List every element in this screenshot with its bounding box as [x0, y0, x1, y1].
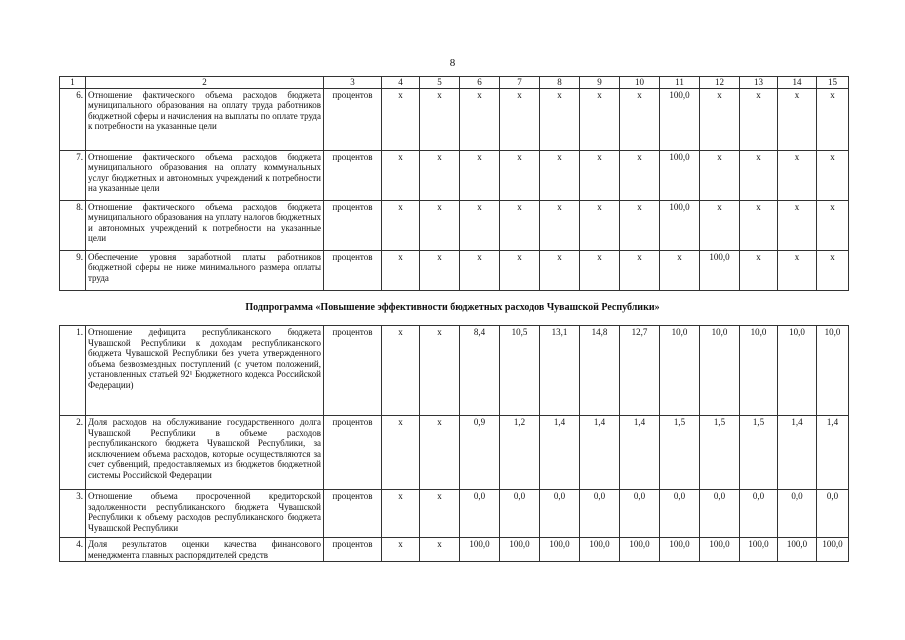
value-cell: x — [620, 88, 660, 150]
indicator-name: Отношение объема просроченной кредиторской задолженности республиканского бюджета Чувашской Республики к объему расходов республиканского бюджета Чувашской Республики — [86, 490, 324, 538]
value-cell: x — [460, 200, 500, 250]
value-cell: 100,0 — [500, 538, 540, 562]
value-cell: 100,0 — [660, 538, 700, 562]
value-cell: 0,0 — [500, 490, 540, 538]
value-cell: 1,4 — [580, 416, 620, 490]
indicator-name: Отношение дефицита республиканского бюджета Чувашской Республики к доходам республиканского бюджета Чувашской Республики без учета утвержденного объема безвозмездных поступлений (с учетом положений, установленных статьей 92¹ Бюджетного кодекса Российской Федерации) — [86, 326, 324, 416]
value-cell: x — [620, 250, 660, 290]
value-cell: x — [778, 200, 817, 250]
value-cell: x — [740, 250, 778, 290]
value-cell: x — [740, 88, 778, 150]
value-cell: x — [740, 150, 778, 200]
value-cell: 13,1 — [540, 326, 580, 416]
header-cell: 11 — [660, 77, 700, 89]
value-cell: 14,8 — [580, 326, 620, 416]
value-cell: 100,0 — [700, 538, 740, 562]
indicator-name: Отношение фактического объема расходов бюджета муниципального образования на уплату налогов бюджетных и автономных учреждений к потребности на указанные цели — [86, 200, 324, 250]
value-cell: 100,0 — [460, 538, 500, 562]
header-cell: 3 — [324, 77, 382, 89]
table-row — [60, 326, 849, 416]
unit-cell: процентов — [324, 88, 382, 150]
header-cell: 8 — [540, 77, 580, 89]
indicators-table — [59, 76, 849, 291]
header-cell: 7 — [500, 77, 540, 89]
table-row — [60, 200, 849, 250]
header-cell: 15 — [817, 77, 849, 89]
value-cell: x — [500, 88, 540, 150]
unit-cell: процентов — [324, 326, 382, 416]
value-cell: x — [420, 538, 460, 562]
value-cell: x — [620, 150, 660, 200]
value-cell: x — [540, 150, 580, 200]
header-cell: 14 — [778, 77, 817, 89]
row-number: 3. — [60, 490, 86, 538]
value-cell: x — [382, 538, 420, 562]
value-cell: x — [420, 250, 460, 290]
value-cell: x — [382, 200, 420, 250]
header-cell: 10 — [620, 77, 660, 89]
table-row — [60, 150, 849, 200]
header-cell: 5 — [420, 77, 460, 89]
value-cell: 10,0 — [660, 326, 700, 416]
value-cell: x — [580, 150, 620, 200]
unit-cell: процентов — [324, 150, 382, 200]
value-cell: 1,4 — [540, 416, 580, 490]
header-cell: 2 — [86, 77, 324, 89]
indicator-name: Доля результатов оценки качества финансового менеджмента главных распорядителей средств — [86, 538, 324, 562]
header-cell: 12 — [700, 77, 740, 89]
value-cell: 1,5 — [700, 416, 740, 490]
value-cell: x — [700, 200, 740, 250]
value-cell: x — [580, 88, 620, 150]
value-cell: x — [817, 200, 849, 250]
value-cell: 100,0 — [700, 250, 740, 290]
value-cell: 0,0 — [740, 490, 778, 538]
indicator-name: Обеспечение уровня заработной платы работников бюджетной сферы не ниже минимального размера оплаты труда — [86, 250, 324, 290]
value-cell: x — [500, 150, 540, 200]
unit-cell: процентов — [324, 200, 382, 250]
header-cell: 6 — [460, 77, 500, 89]
value-cell: x — [460, 88, 500, 150]
value-cell: x — [620, 200, 660, 250]
value-cell: 0,9 — [460, 416, 500, 490]
value-cell: 100,0 — [817, 538, 849, 562]
value-cell: x — [420, 200, 460, 250]
value-cell: x — [700, 150, 740, 200]
table-row — [60, 88, 849, 150]
row-number: 2. — [60, 416, 86, 490]
value-cell: 100,0 — [660, 88, 700, 150]
value-cell: 100,0 — [740, 538, 778, 562]
row-number: 8. — [60, 200, 86, 250]
subprogram-table — [59, 325, 849, 562]
value-cell: 100,0 — [660, 200, 700, 250]
value-cell: 10,0 — [700, 326, 740, 416]
value-cell: 100,0 — [580, 538, 620, 562]
value-cell: x — [382, 150, 420, 200]
value-cell: 1,4 — [778, 416, 817, 490]
value-cell: 10,0 — [817, 326, 849, 416]
indicator-name: Отношение фактического объема расходов бюджета муниципального образования на оплату коммунальных услуг бюджетных и автономных учреждений к потребности на указанные цели — [86, 150, 324, 200]
value-cell: 0,0 — [700, 490, 740, 538]
value-cell: 100,0 — [660, 150, 700, 200]
value-cell: x — [540, 88, 580, 150]
unit-cell: процентов — [324, 490, 382, 538]
table-row — [60, 538, 849, 562]
unit-cell: процентов — [324, 538, 382, 562]
value-cell: 0,0 — [540, 490, 580, 538]
row-number: 6. — [60, 88, 86, 150]
value-cell: x — [700, 88, 740, 150]
value-cell: x — [817, 250, 849, 290]
value-cell: x — [460, 150, 500, 200]
value-cell: x — [540, 250, 580, 290]
value-cell: 100,0 — [540, 538, 580, 562]
unit-cell: процентов — [324, 416, 382, 490]
value-cell: x — [382, 88, 420, 150]
value-cell: x — [778, 250, 817, 290]
value-cell: 100,0 — [778, 538, 817, 562]
table-row — [60, 416, 849, 490]
indicator-name: Отношение фактического объема расходов бюджета муниципального образования на оплату труда работников бюджетной сферы и начисления на выплаты по оплате труда к потребности на указанные цели — [86, 88, 324, 150]
value-cell: x — [420, 326, 460, 416]
value-cell: 0,0 — [620, 490, 660, 538]
value-cell: x — [460, 250, 500, 290]
unit-cell: процентов — [324, 250, 382, 290]
indicator-name: Доля расходов на обслуживание государственного долга Чувашской Республики в объеме расходов республиканского бюджета Чувашской Республики, за исключением объема расходов, которые осуществляются за счет субвенций, предоставляемых из бюджетов бюджетной системы Российской Федерации — [86, 416, 324, 490]
value-cell: x — [420, 416, 460, 490]
value-cell: x — [778, 150, 817, 200]
value-cell: 0,0 — [580, 490, 620, 538]
value-cell: x — [420, 88, 460, 150]
value-cell: x — [817, 150, 849, 200]
value-cell: 8,4 — [460, 326, 500, 416]
value-cell: x — [382, 416, 420, 490]
value-cell: x — [817, 88, 849, 150]
row-number: 7. — [60, 150, 86, 200]
page-number: 8 — [449, 57, 456, 69]
value-cell: x — [382, 326, 420, 416]
value-cell: 100,0 — [620, 538, 660, 562]
header-cell: 1 — [60, 77, 86, 89]
row-number: 4. — [60, 538, 86, 562]
header-row — [60, 77, 849, 89]
value-cell: 0,0 — [817, 490, 849, 538]
row-number: 9. — [60, 250, 86, 290]
row-number: 1. — [60, 326, 86, 416]
value-cell: 12,7 — [620, 326, 660, 416]
value-cell: x — [778, 88, 817, 150]
value-cell: x — [540, 200, 580, 250]
value-cell: x — [500, 250, 540, 290]
header-cell: 13 — [740, 77, 778, 89]
value-cell: x — [580, 200, 620, 250]
table-row — [60, 490, 849, 538]
value-cell: x — [382, 490, 420, 538]
value-cell: x — [420, 490, 460, 538]
value-cell: x — [382, 250, 420, 290]
value-cell: 10,5 — [500, 326, 540, 416]
value-cell: x — [580, 250, 620, 290]
value-cell: 0,0 — [778, 490, 817, 538]
value-cell: 1,5 — [740, 416, 778, 490]
value-cell: x — [740, 200, 778, 250]
value-cell: 0,0 — [460, 490, 500, 538]
value-cell: 0,0 — [660, 490, 700, 538]
value-cell: 1,4 — [817, 416, 849, 490]
value-cell: 1,2 — [500, 416, 540, 490]
subprogram-title: Подпрограмма «Повышение эффективности бюджетных расходов Чувашской Республики» — [245, 302, 660, 313]
header-cell: 4 — [382, 77, 420, 89]
value-cell: 10,0 — [740, 326, 778, 416]
value-cell: 1,4 — [620, 416, 660, 490]
value-cell: 10,0 — [778, 326, 817, 416]
value-cell: 1,5 — [660, 416, 700, 490]
value-cell: x — [660, 250, 700, 290]
table-row — [60, 250, 849, 290]
header-cell: 9 — [580, 77, 620, 89]
value-cell: x — [500, 200, 540, 250]
value-cell: x — [420, 150, 460, 200]
